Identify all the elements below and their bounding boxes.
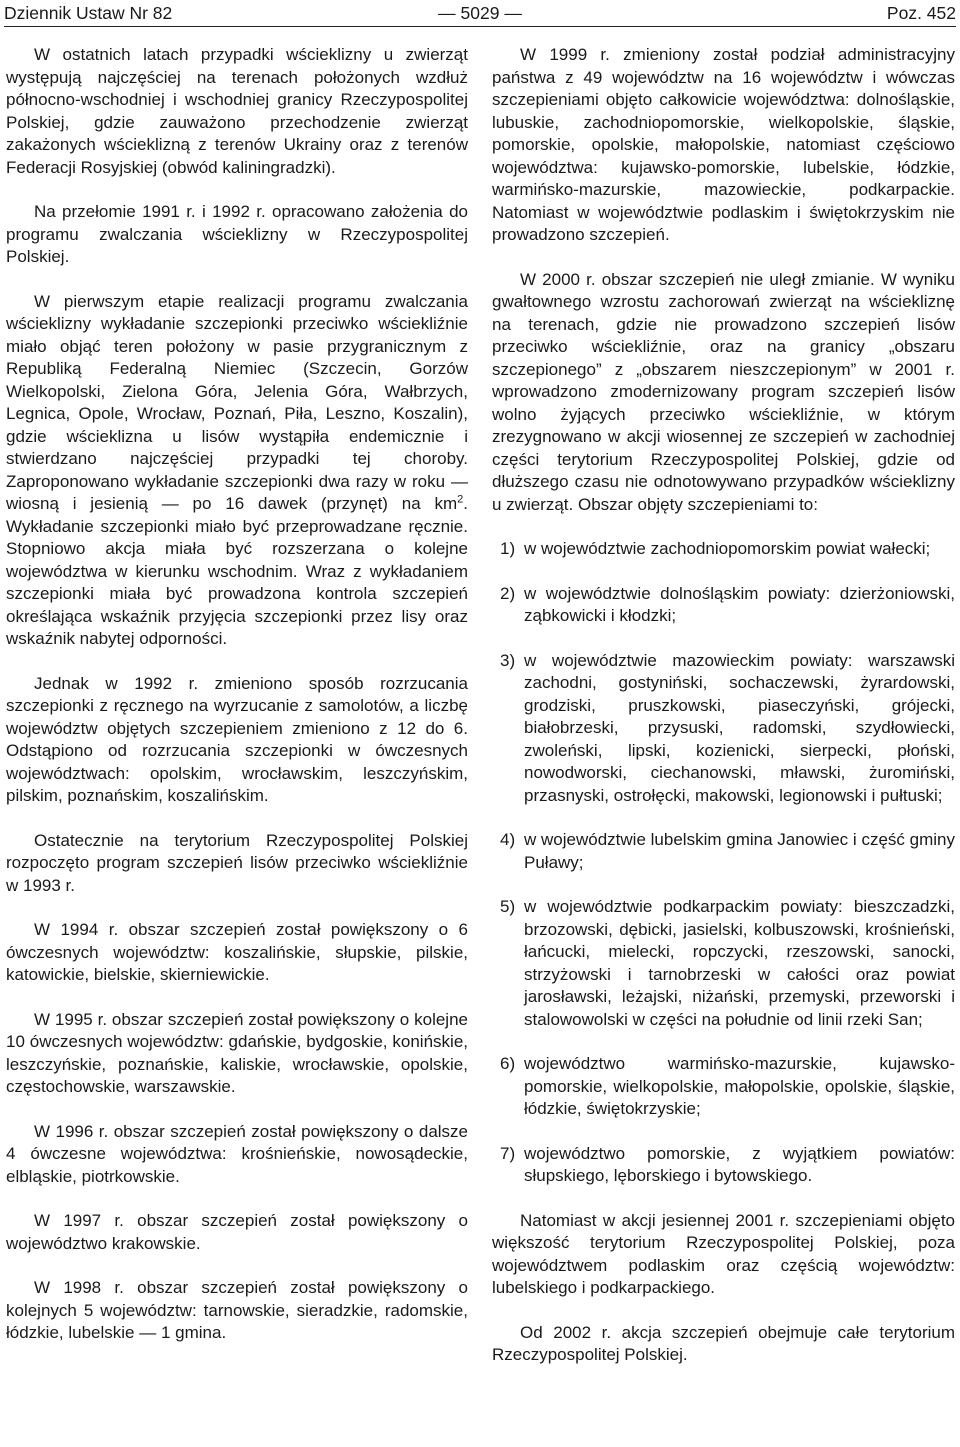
paragraph-2000: W 2000 r. obszar szczepień nie uległ zmianie. W wyniku gwałtownego wzrostu zachorowań zwierząt na wściekliznę na terenach, gdzie nie prowadzono szczepień lisów przeciwko wściekliźnie, oraz na granicy „obszaru szczepionego” z „obszarem nieszczepionym” w 2001 r. wprowadzono zmodernizowany program szczepień lisów wolno żyjących przeciwko wściekliźnie, w którym zrezygnowano w akcji wiosennej ze szczepień w zachodniej części terytorium Rzeczypospolitej Polskiej, gdzie od dłuższego czasu nie odnotowywano przypadków wścieklizny u zwierząt. Obszar objęty szczepieniami to: <box>492 269 955 514</box>
paragraph-1999: W 1999 r. zmieniony został podział administracyjny państwa z 49 województw na 16 województw i wówczas szczepieniami objęto całkowicie województwa: dolnośląskie, lubuskie, zachodniopomorskie, wielkopolskie, śląskie, pomorskie, opolskie, małopolskie, natomiast częściowo województwa: kujawsko-pomorskie, lubelskie, łódzkie, warmińsko-mazurskie, mazowieckie, podkarpackie. Natomiast w województwie podlaskim i świętokrzyskim nie prowadzono szczepień. <box>492 45 955 244</box>
left-column <box>6 44 468 1367</box>
paragraph-1994: W 1994 r. obszar szczepień został powiększony o 6 ówczesnych województw: koszalińskie, słupskie, pilskie, katowickie, bielskie, skierniewickie. <box>6 920 468 984</box>
list-item-text: województwo warmińsko-mazurskie, kujawsko-pomorskie, wielkopolskie, małopolskie, opolskie, śląskie, łódzkie, świętokrzyskie; <box>524 1054 955 1118</box>
list-item-text: w województwie dolnośląskim powiaty: dzierżoniowski, ząbkowicki i kłodzki; <box>524 583 955 625</box>
list-item-number: 3) <box>500 650 516 670</box>
list-item <box>492 1143 955 1188</box>
header-divider <box>4 26 956 27</box>
list-item-text: w województwie mazowieckim powiaty: warszawski zachodni, gostyniński, sochaczewski, żyrardowski, grodziski, pruszkowski, piaseczyński, grójecki, białobrzeski, przysuski, radomski, szydłowiecki, zwoleński, lipski, kozienicki, sierpecki, płoński, nowodworski, ciechanowski, mławski, żuromiński, przasnyski, ostrołęcki, makowski, legionowski i pułtuski; <box>524 650 955 805</box>
list-item-text: w województwie lubelskim gmina Janowiec i część gminy Puławy; <box>524 830 955 872</box>
paragraph-1998: W 1998 r. obszar szczepień został powiększony o kolejnych 5 województw: tarnowskie, sieradzkie, radomskie, łódzkie, lubelskie — 1 gmina. <box>6 1278 468 1342</box>
list-item-number: 1) <box>500 539 516 558</box>
paragraph-2002: Od 2002 r. akcja szczepień obejmuje całe terytorium Rzeczypospolitej Polskiej. <box>492 1322 955 1364</box>
list-item-number: 7) <box>500 1143 516 1163</box>
first-stage-text-b: . Wykładanie szczepionki miało być przeprowadzane ręcznie. Stopniowo akcja miała być rozszerzana o kolejne województwa w kierunku wschodnim. Wraz z wykładaniem szczepionki miała być prowadzona kontrola szczepień określająca wskaźnik przyjęcia szczepionki przez lisy oraz wskaźnik nabytej odporności. <box>6 494 468 648</box>
paragraph-autumn-2001: Natomiast w akcji jesiennej 2001 r. szczepieniami objęto większość terytorium Rzeczypospolitej Polskiej, poza województwem podlaskim oraz częścią województw: lubelskiego i podkarpackiego. <box>492 1210 955 1297</box>
paragraph-program-1991: Na przełomie 1991 r. i 1992 r. opracowano założenia do programu zwalczania wścieklizny w Rzeczypospolitej Polskiej. <box>6 202 468 266</box>
paragraph-first-stage <box>6 291 468 651</box>
list-item-number: 6) <box>500 1054 516 1073</box>
paragraph-1996: W 1996 r. obszar szczepień został powiększony o dalsze 4 ówczesne województwa: krośnieńskie, nowosądeckie, elbląskie, piotrkowskie. <box>6 1121 468 1186</box>
list-item-text: w województwie podkarpackim powiaty: bieszczadzki, brzozowski, dębicki, jasielski, kolbuszowski, krośnieński, łańcucki, mielecki, ropczycki, rzeszowski, sanocki, strzyżowski i tarnobrzeski w całości oraz powiat jarosławski, leżajski, niżański, przemyski, przeworski i stalowowolski w części na południe od linii rzeki San; <box>524 897 955 1029</box>
page-number: — 5029 — <box>438 3 522 23</box>
list-item-number: 2) <box>500 583 516 603</box>
vaccination-area-list <box>492 538 955 1188</box>
list-item <box>492 896 955 1031</box>
paragraph-1993: Ostatecznie na terytorium Rzeczypospolitej Polskiej rozpoczęto program szczepień lisów przeciwko wściekliźnie w 1993 r. <box>6 830 468 895</box>
superscript-2: 2 <box>457 493 464 506</box>
list-item <box>492 538 955 561</box>
paragraph-recent-cases: W ostatnich latach przypadki wścieklizny u zwierząt występują najczęściej na terenach położonych wzdłuż północno-wschodniej i wschodniej granicy Rzeczypospolitej Polskiej, gdzie zauważono przechodzenie zwierząt zakażonych wścieklizną z terenów Ukrainy oraz z terenów Federacji Rosyjskiej (obwód kaliningradzki). <box>6 45 468 177</box>
list-item <box>492 829 955 874</box>
list-item <box>492 650 955 808</box>
position-number: Poz. 452 <box>886 3 956 23</box>
paragraph-1997: W 1997 r. obszar szczepień został powiększony o województwo krakowskie. <box>6 1211 468 1253</box>
list-item-text: w województwie zachodniopomorskim powiat wałecki; <box>524 539 931 558</box>
paragraph-1995: W 1995 r. obszar szczepień został powiększony o kolejne 10 ówczesnych województw: gdańskie, bydgoskie, konińskie, leszczyńskie, poznańskie, kaliskie, wrocławskie, opolskie, częstochowskie, warszawskie. <box>6 1009 468 1096</box>
list-item-text: województwo pomorskie, z wyjątkiem powiatów: słupskiego, lęborskiego i bytowskiego. <box>524 1143 955 1185</box>
list-item <box>492 583 955 628</box>
list-item-number: 5) <box>500 897 516 916</box>
page-header <box>0 0 960 26</box>
paragraph-1992: Jednak w 1992 r. zmieniono sposób rozrzucania szczepionki z ręcznego na wyrzucanie z samolotów, a liczbę województw objętych szczepieniem zmieniono z 12 do 6. Odstąpiono od rozrzucania szczepionki w ówczesnych województwach: opolskim, wrocławskim, leszczyńskim, pilskim, poznańskim, koszalińskim. <box>6 673 468 805</box>
journal-title: Dziennik Ustaw Nr 82 <box>4 3 173 23</box>
list-item-number: 4) <box>500 830 516 849</box>
first-stage-text-a: W pierwszym etapie realizacji programu zwalczania wścieklizny wykładanie szczepionki przeciwko wściekliźnie miało objąć teren położony w pasie przygranicznym z Republiką Federalną Niemiec (Szczecin, Gorzów Wielkopolski, Zielona Góra, Jelenia Góra, Wałbrzych, Legnica, Opole, Wrocław, Poznań, Piła, Leszno, Koszalin), gdzie wścieklizna u lisów wystąpiła endemicznie i stwierdzano najczęściej przypadki tej choroby. Zaproponowano wykładanie szczepionki dwa razy w roku — wiosną i jesienią — po 16 dawek (przynęt) na km <box>6 291 468 513</box>
list-item <box>492 1053 955 1121</box>
right-column <box>492 44 955 1389</box>
